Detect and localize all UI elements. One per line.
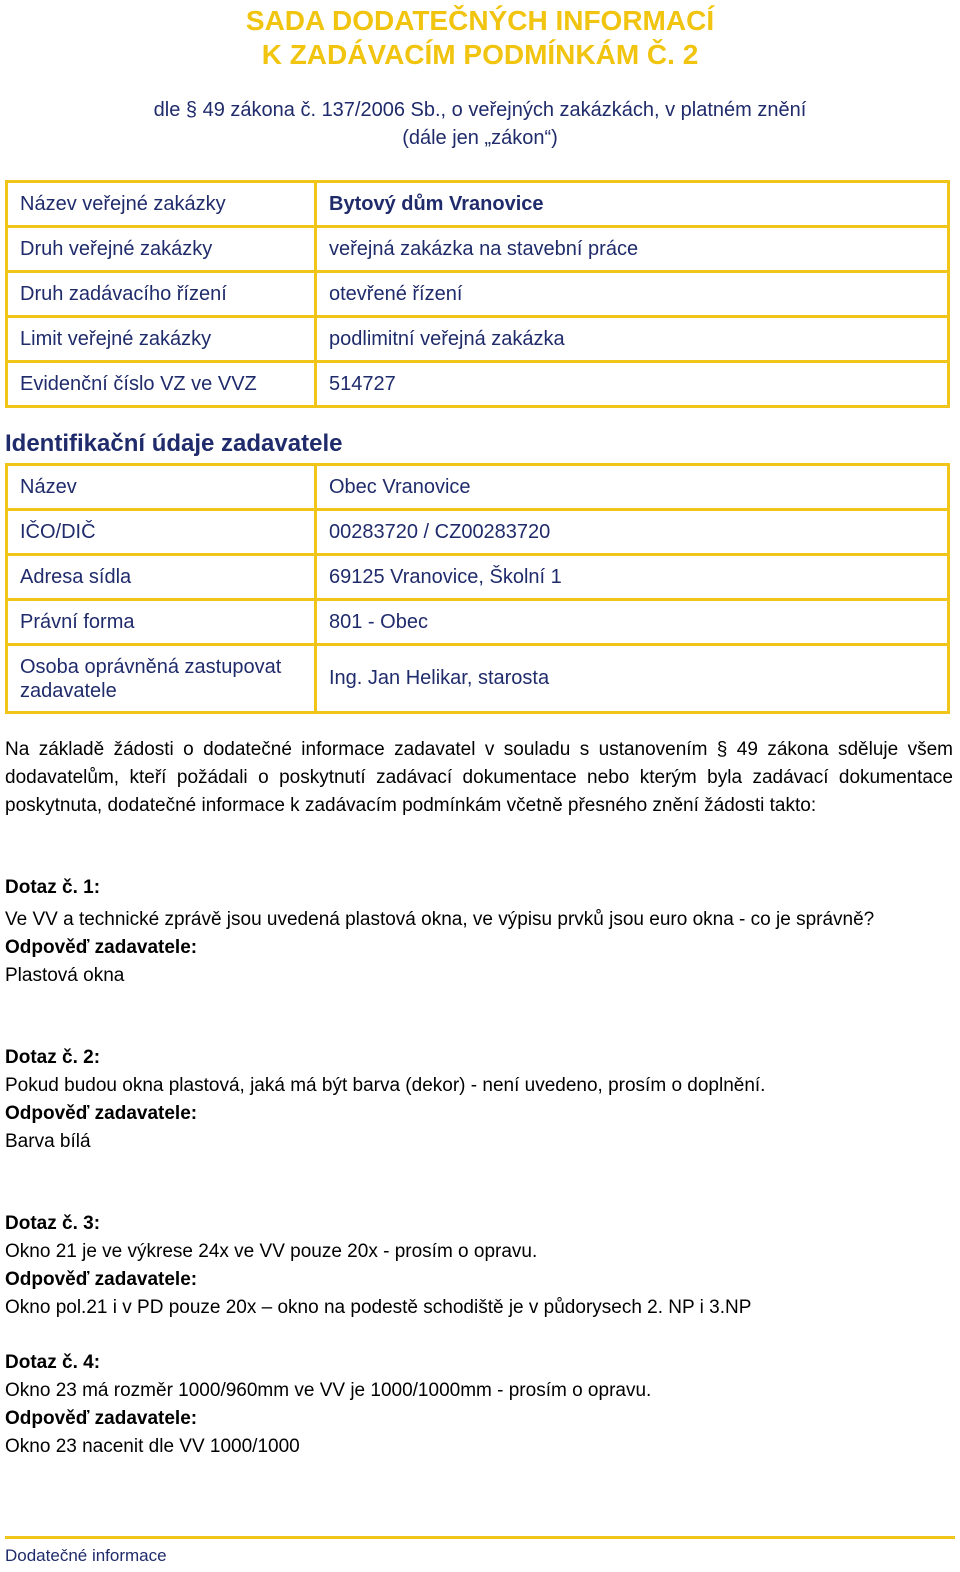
footer-label: Dodatečné informace xyxy=(5,1546,167,1565)
contract-value: 514727 xyxy=(316,362,949,407)
authority-value: 00283720 / CZ00283720 xyxy=(316,510,949,555)
table-row xyxy=(7,645,949,713)
answer-text: Barva bílá xyxy=(5,1131,91,1152)
footer-divider xyxy=(5,1536,955,1539)
question-label: Dotaz č. 3: xyxy=(5,1213,101,1234)
document-subtitle-line1: dle § 49 zákona č. 137/2006 Sb., o veřejných zakázkách, v platném znění xyxy=(153,99,807,121)
contract-label: Limit veřejné zakázky xyxy=(7,317,316,362)
document-title-line2: K ZADÁVACÍM PODMÍNKÁM Č. 2 xyxy=(261,39,699,70)
answer-text: Okno 23 nacenit dle VV 1000/1000 xyxy=(5,1436,300,1457)
contract-label: Evidenční číslo VZ ve VVZ xyxy=(7,362,316,407)
authority-value: Obec Vranovice xyxy=(316,465,949,510)
contract-value: veřejná zakázka na stavební práce xyxy=(316,227,949,272)
contract-label: Druh zadávacího řízení xyxy=(7,272,316,317)
contract-value: Bytový dům Vranovice xyxy=(316,182,949,227)
answer-label: Odpověď zadavatele: xyxy=(5,1269,198,1290)
authority-label: Adresa sídla xyxy=(7,555,316,600)
question-label: Dotaz č. 4: xyxy=(5,1352,101,1373)
table-row xyxy=(7,227,949,272)
question-text: Okno 23 má rozměr 1000/960mm ve VV je 1000/1000mm - prosím o opravu. xyxy=(5,1380,652,1401)
answer-label: Odpověď zadavatele: xyxy=(5,937,198,958)
answer-text: Okno pol.21 i v PD pouze 20x – okno na podestě schodiště je v půdorysech 2. NP i 3.NP xyxy=(5,1297,752,1318)
intro-paragraph: Na základě žádosti o dodatečné informace zadavatel v souladu s ustanovením § 49 zákona sděluje všem dodavatelům, kteří požádali o poskytnutí zadávací dokumentace nebo kterým byla zadávací dokumentace poskytnuta, dodatečné informace k zadávacím podmínkám včetně přesného znění žádosti takto: xyxy=(5,739,953,816)
contract-table xyxy=(5,180,950,408)
question-label: Dotaz č. 1: xyxy=(5,877,101,898)
table-row xyxy=(7,317,949,362)
authority-label: Osoba oprávněná zastupovat zadavatele xyxy=(7,645,316,713)
table-row xyxy=(7,272,949,317)
authority-value: 69125 Vranovice, Školní 1 xyxy=(316,555,949,600)
contract-value: podlimitní veřejná zakázka xyxy=(316,317,949,362)
document-title-line1: SADA DODATEČNÝCH INFORMACÍ xyxy=(245,5,715,36)
table-row xyxy=(7,465,949,510)
table-row xyxy=(7,600,949,645)
authority-heading: Identifikační údaje zadavatele xyxy=(5,430,343,457)
table-row xyxy=(7,510,949,555)
document-subtitle-line2: (dále jen „zákon“) xyxy=(402,127,558,149)
authority-value: 801 - Obec xyxy=(316,600,949,645)
authority-label: Název xyxy=(7,465,316,510)
answer-text: Plastová okna xyxy=(5,965,125,986)
table-row xyxy=(7,182,949,227)
contract-label: Název veřejné zakázky xyxy=(7,182,316,227)
question-label: Dotaz č. 2: xyxy=(5,1047,101,1068)
contract-value: otevřené řízení xyxy=(316,272,949,317)
authority-table xyxy=(5,463,950,714)
question-text: Okno 21 je ve výkrese 24x ve VV pouze 20x - prosím o opravu. xyxy=(5,1241,538,1262)
contract-label: Druh veřejné zakázky xyxy=(7,227,316,272)
question-text: Pokud budou okna plastová, jaká má být barva (dekor) - není uvedeno, prosím o doplnění. xyxy=(5,1075,766,1096)
answer-label: Odpověď zadavatele: xyxy=(5,1408,198,1429)
table-row xyxy=(7,362,949,407)
authority-value: Ing. Jan Helikar, starosta xyxy=(316,645,949,713)
authority-label: Právní forma xyxy=(7,600,316,645)
table-row xyxy=(7,555,949,600)
answer-label: Odpověď zadavatele: xyxy=(5,1103,198,1124)
question-text: Ve VV a technické zprávě jsou uvedená plastová okna, ve výpisu prvků jsou euro okna - co je správně? xyxy=(5,909,875,930)
authority-label: IČO/DIČ xyxy=(7,510,316,555)
